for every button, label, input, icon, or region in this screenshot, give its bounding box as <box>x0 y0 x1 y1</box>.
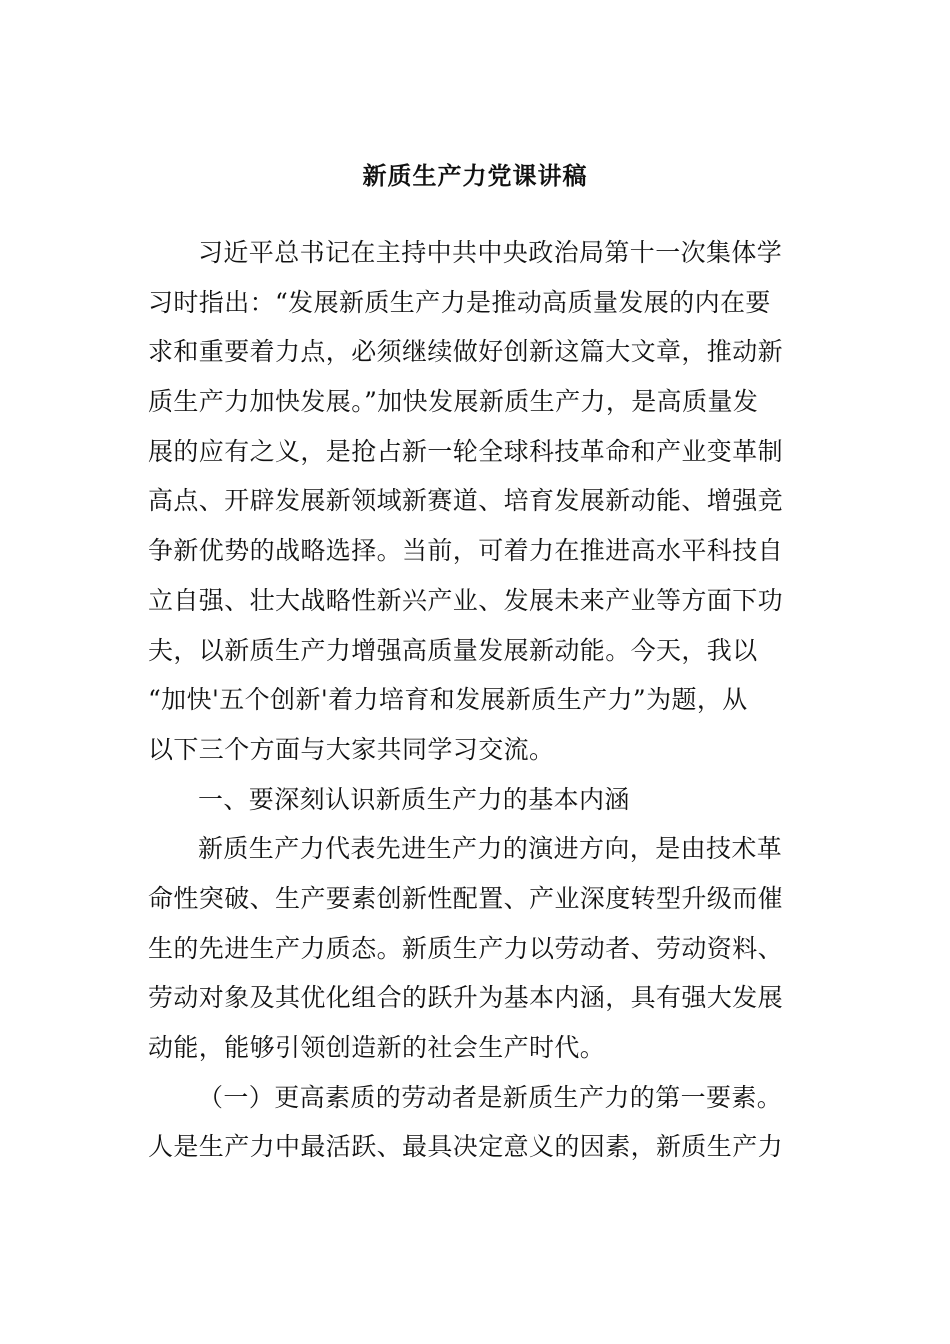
text-line: “加快'五个创新'着力培育和发展新质生产力”为题，从 <box>148 685 748 715</box>
text-line: 展的应有之义，是抢占新一轮全球科技革命和产业变革制 <box>148 436 784 466</box>
text-line: 争新优势的战略选择。当前，可着力在推进高水平科技自 <box>148 536 784 566</box>
text-line: 习时指出：“发展新质生产力是推动高质量发展的内在要 <box>148 287 771 317</box>
text-line: 立自强、壮大战略性新兴产业、发展未来产业等方面下功 <box>148 585 784 615</box>
document-title: 新质生产力党课讲稿 <box>362 162 588 190</box>
text-line: 以下三个方面与大家共同学习交流。 <box>148 734 555 764</box>
text-line: 求和重要着力点，必须继续做好创新这篇大文章，推动新 <box>148 337 784 367</box>
document-body <box>148 228 788 1172</box>
subsection-line: （一）更高素质的劳动者是新质生产力的第一要素。 <box>198 1082 783 1112</box>
text-line: 命性突破、生产要素创新性配置、产业深度转型升级而催 <box>148 883 784 913</box>
text-line: 人是生产力中最活跃、最具决定意义的因素，新质生产力 <box>148 1132 784 1162</box>
text-line: 习近平总书记在主持中共中央政治局第十一次集体学 <box>198 238 783 267</box>
text-line: 质生产力加快发展。”加快发展新质生产力，是高质量发 <box>148 387 759 417</box>
section-heading: 一、要深刻认识新质生产力的基本内涵 <box>198 784 630 814</box>
text-line: 动能，能够引领创造新的社会生产时代。 <box>148 1033 606 1062</box>
text-line: 劳动对象及其优化组合的跃升为基本内涵，具有强大发展 <box>148 983 784 1013</box>
text-line: 生的先进生产力质态。新质生产力以劳动者、劳动资料、 <box>148 933 784 963</box>
text-line: 新质生产力代表先进生产力的演进方向，是由技术革 <box>198 834 783 864</box>
text-line: 高点、开辟发展新领域新赛道、培育发展新动能、增强竞 <box>148 486 784 516</box>
text-line: 夫，以新质生产力增强高质量发展新动能。今天，我以 <box>148 635 758 665</box>
